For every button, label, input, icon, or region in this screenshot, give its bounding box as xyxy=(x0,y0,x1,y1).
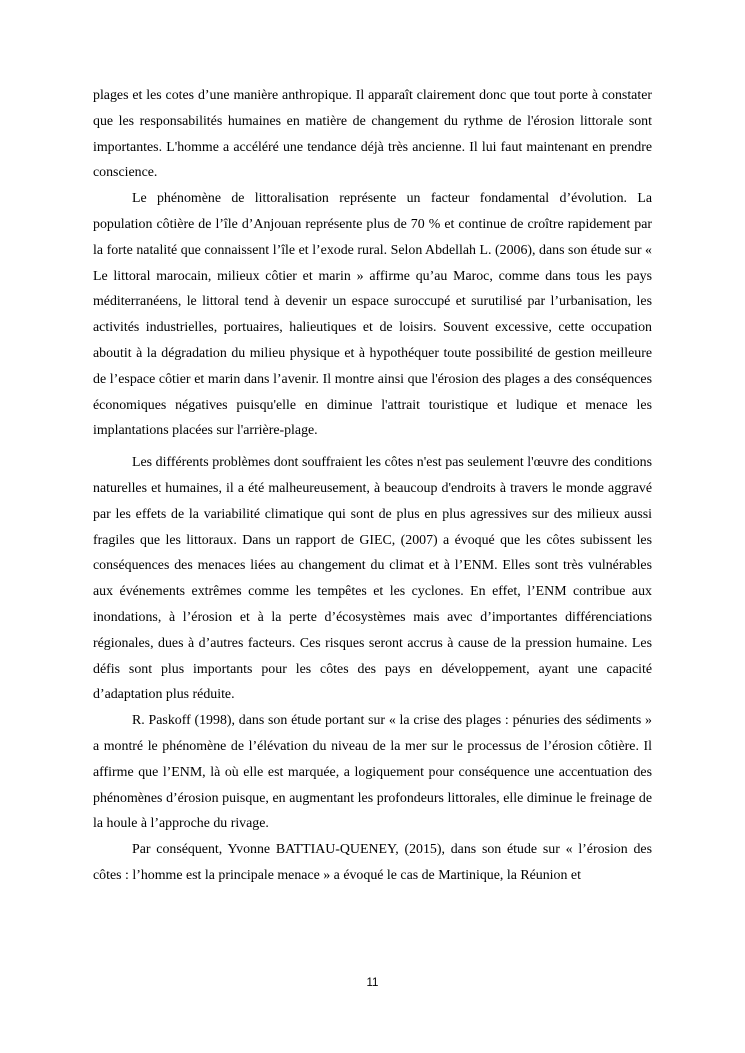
body-text xyxy=(93,83,652,889)
paragraph-continuation: plages et les cotes d’une manière anthropique. Il apparaît clairement donc que tout porte à constater que les responsabilités humaines en matière de changement du rythme de l'érosion littorale sont importantes. L'homme a accéléré une tendance déjà très ancienne. Il lui faut maintenant en prendre conscience. xyxy=(93,88,652,181)
paragraph-climate-variability: Les différents problèmes dont souffraient les côtes n'est pas seulement l'œuvre des conditions naturelles et humaines, il a été malheureusement, à beaucoup d'endroits à travers le monde aggravé par les effets de la variabilité climatique qui sont de plus en plus agressives sur des milieux aussi fragiles que les littoraux. Dans un rapport de GIEC, (2007) a évoqué que les côtes subissent les conséquences des menaces liées au changement du climat et à l’ENM. Elles sont très vulnérables aux événements extrêmes comme les tempêtes et les cyclones. En effet, l’ENM contribue aux inondations, à l’érosion et à la perte d’écosystèmes mais avec d’importantes différenciations régionales, dues à d’autres facteurs. Ces risques seront accrus à cause de la pression humaine. Les défis sont plus importants pour les côtes des pays en développement, ayant une capacité d’adaptation plus réduite. xyxy=(93,455,652,703)
paragraph-paskoff: R. Paskoff (1998), dans son étude portant sur « la crise des plages : pénuries des sédiments » a montré le phénomène de l’élévation du niveau de la mer sur le processus de l’érosion côtière. Il affirme que l’ENM, là où elle est marquée, a logiquement pour conséquence une accentuation des phénomènes d’érosion puisque, en augmentant les profondeurs littorales, elle diminue le freinage de la houle à l’approche du rivage. xyxy=(93,713,652,832)
paragraph-battiau-queney: Par conséquent, Yvonne BATTIAU-QUENEY, (2015), dans son étude sur « l’érosion des côtes : l’homme est la principale menace » a évoqué le cas de Martinique, la Réunion et xyxy=(93,842,652,883)
page-number: 11 xyxy=(366,977,379,989)
paragraph-littoralisation: Le phénomène de littoralisation représente un facteur fondamental d’évolution. La population côtière de l’île d’Anjouan représente plus de 70 % et continue de croître rapidement par la forte natalité que connaissent l’île et l’exode rural. Selon Abdellah L. (2006), dans son étude sur « Le littoral marocain, milieux côtier et marin » affirme qu’au Maroc, comme dans tous les pays méditerranéens, le littoral tend à devenir un espace suroccupé et surutilisé par l’urbanisation, les activités industrielles, portuaires, halieutiques et de loisirs. Souvent excessive, cette occupation aboutit à la dégradation du milieu physique et à hypothéquer toute possibilité de gestion meilleure de l’espace côtier et marin dans l’avenir. Il montre ainsi que l'érosion des plages a des conséquences économiques négatives puisqu'elle en diminue l'attrait touristique et ludique et menace les implantations placées sur l'arrière-plage. xyxy=(93,191,652,439)
